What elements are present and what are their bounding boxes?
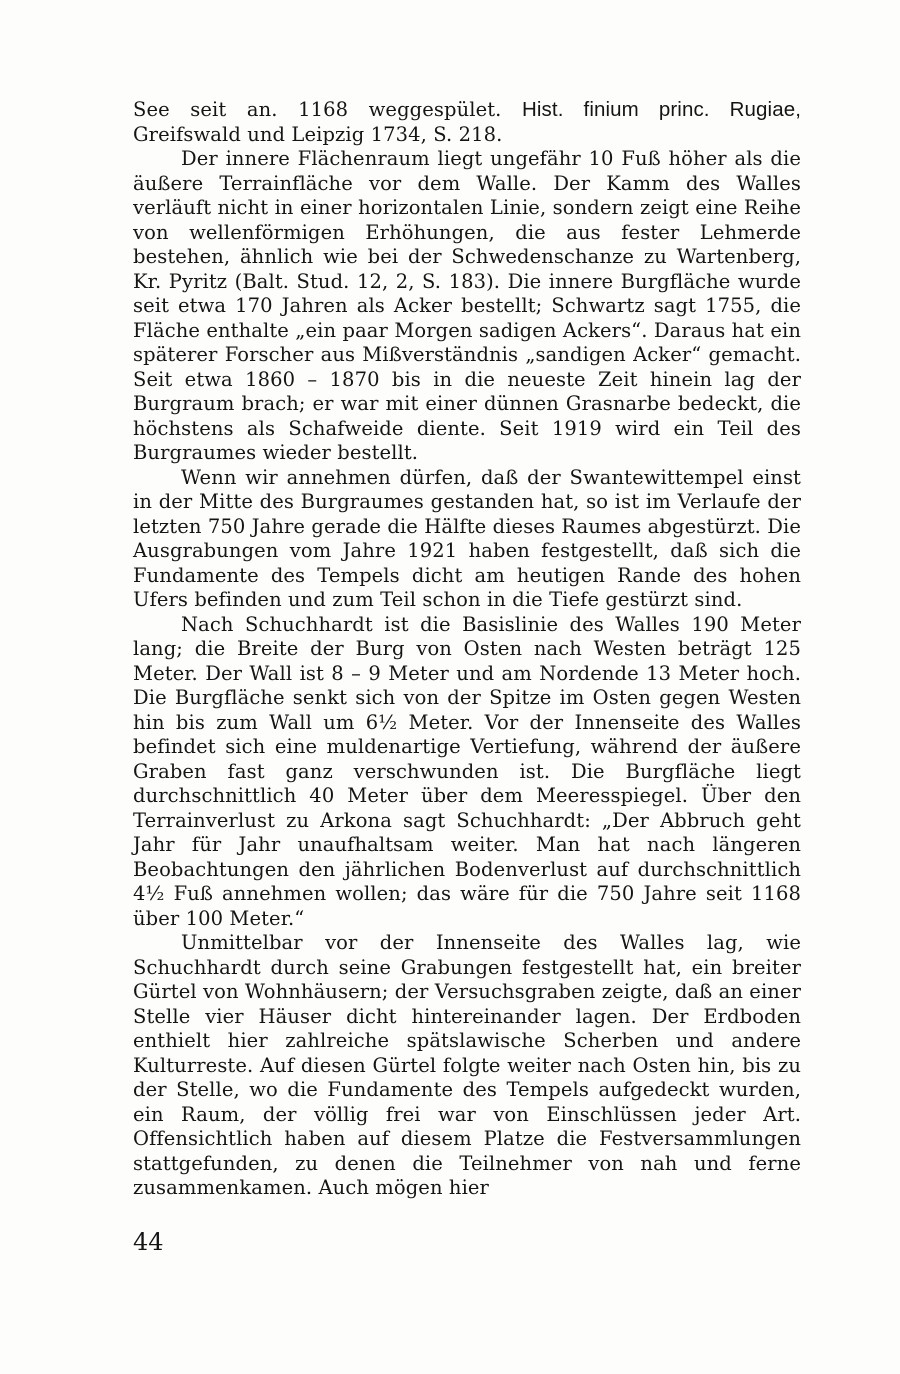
paragraph-3: Wenn wir annehmen dürfen, daß der Swantewittempel einst in der Mitte des Burgraumes gestanden hat, so ist im Verlaufe der letzten 750 Jahre gerade die Hälfte dieses Raumes abgestürzt. Die Ausgrabungen vom Jahre 1921 haben festgestellt, daß sich die Fundamente des Tempels dicht am heutigen Rande des hohen Ufers befinden und zum Teil schon in die Tiefe gestürzt sind. (133, 465, 801, 611)
body-text (133, 98, 801, 1201)
paragraph-2: Der innere Flächenraum liegt ungefähr 10 Fuß höher als die äußere Terrainfläche vor dem Walle. Der Kamm des Walles verläuft nicht in einer horizontalen Linie, sondern zeigt eine Reihe von wellenförmigen Erhöhungen, die aus fester Lehmerde bestehen, ähnlich wie bei der Schwedenschanze zu Wartenberg, Kr. Pyritz (Balt. Stud. 12, 2, S. 183). Die innere Burgfläche wurde seit etwa 170 Jahren als Acker bestellt; Schwartz sagt 1755, die Fläche enthalte „ein paar Morgen sadigen Ackers“. Daraus hat ein späterer Forscher aus Mißverständnis „sandigen Acker“ gemacht. Seit etwa 1860 – 1870 bis in die neueste Zeit hinein lag der Burgraum brach; er war mit einer dünnen Grasnarbe bedeckt, die höchstens als Schafweide diente. Seit 1919 wird ein Teil des Burgraumes wieder bestellt. (133, 147, 801, 464)
latin-citation: Hist. finium princ. Rugiae, (522, 98, 801, 121)
paragraph-text: Greifswald und Leipzig 1734, S. 218. (133, 122, 503, 146)
page-number: 44 (133, 1228, 164, 1256)
paragraph-text: See seit an. 1168 weggespület. (133, 98, 522, 121)
paragraph-1 (133, 98, 801, 147)
paragraph-5: Unmittelbar vor der Innenseite des Walles lag, wie Schuchhardt durch seine Grabungen festgestellt hat, ein breiter Gürtel von Wohnhäusern; der Versuchsgraben zeigte, daß an einer Stelle vier Häuser dicht hintereinander lagen. Der Erdboden enthielt hier zahlreiche spätslawische Scherben und andere Kulturreste. Auf diesen Gürtel folgte weiter nach Osten hin, bis zu der Stelle, wo die Fundamente des Tempels aufgedeckt wurden, ein Raum, der völlig frei war von Einschlüssen jeder Art. Offensichtlich haben auf diesem Platze die Festversammlungen stattgefunden, zu denen die Teilnehmer von nah und ferne zusammenkamen. Auch mögen hier (133, 931, 801, 1199)
paragraph-4: Nach Schuchhardt ist die Basislinie des Walles 190 Meter lang; die Breite der Burg von Osten nach Westen beträgt 125 Meter. Der Wall ist 8 – 9 Meter und am Nordende 13 Meter hoch. Die Burgfläche senkt sich von der Spitze im Osten gegen Westen hin bis zum Wall um 6½ Meter. Vor der Innenseite des Walles befindet sich eine muldenartige Vertiefung, während der äußere Graben fast ganz verschwunden ist. Die Burgfläche liegt durchschnittlich 40 Meter über dem Meeresspiegel. Über den Terrainverlust zu Arkona sagt Schuchhardt: „Der Abbruch geht Jahr für Jahr unaufhaltsam weiter. Man hat nach längeren Beobachtungen den jährlichen Bodenverlust auf durchschnittlich 4½ Fuß annehmen wollen; das wäre für die 750 Jahre seit 1168 über 100 Meter.“ (133, 612, 801, 930)
